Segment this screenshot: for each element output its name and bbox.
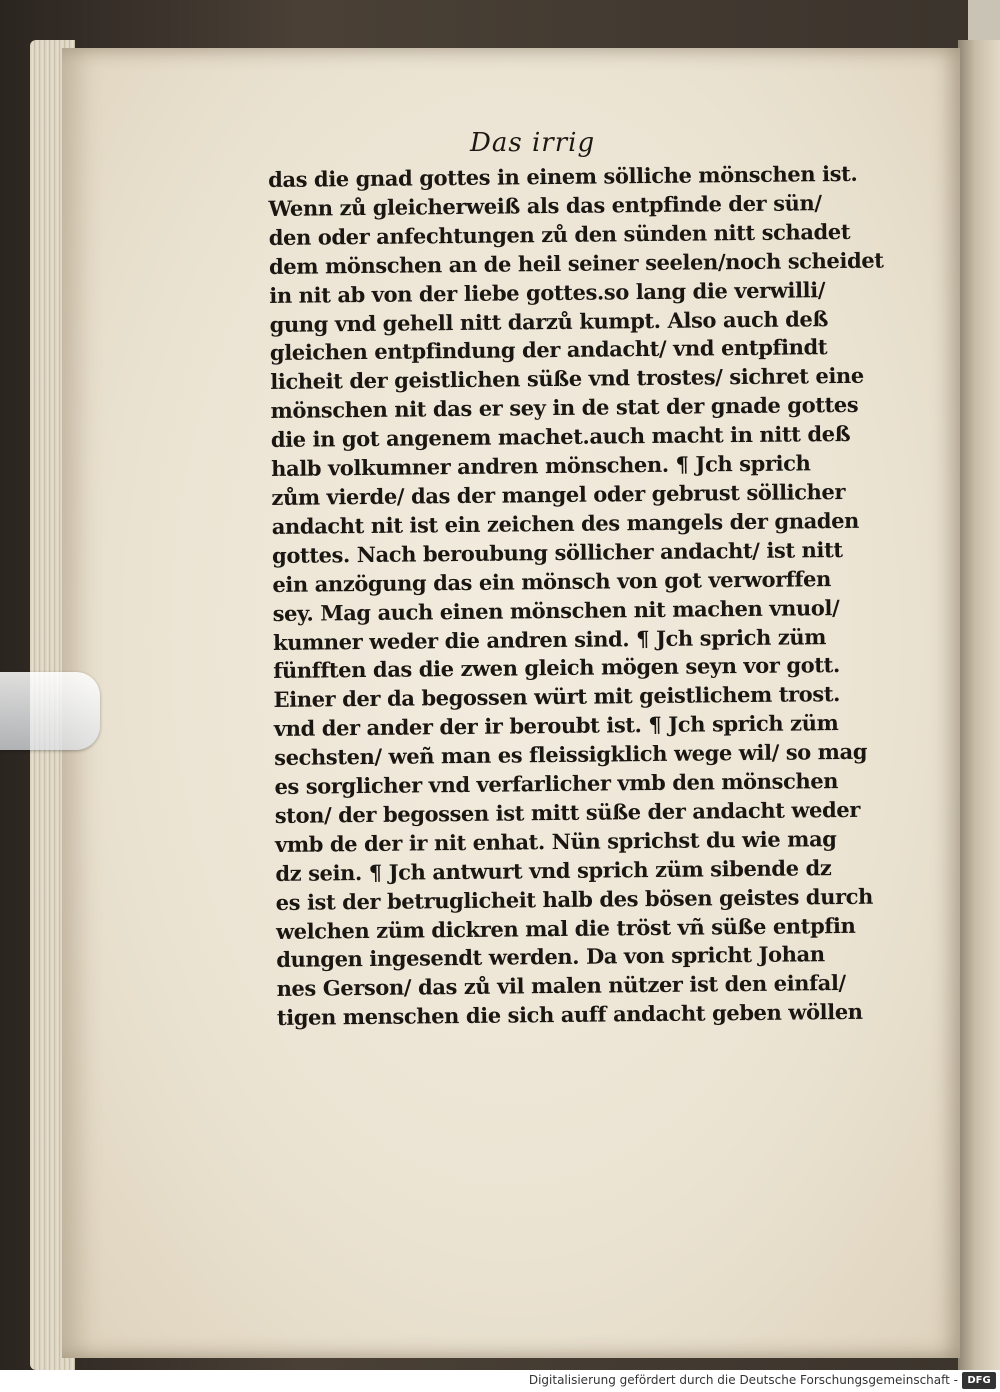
text-line: dungen ingesendt werden. Da von spricht Johan	[276, 941, 825, 973]
footer-bar	[0, 1370, 1000, 1392]
text-line: sey. Mag auch einen mönschen nit machen vnuol/	[272, 594, 840, 626]
page-text-block	[268, 160, 884, 1033]
text-line: halb volkumner andren mönschen. ¶ Jch sprich	[271, 450, 811, 482]
text-line: vmb de der ir nit enhat. Nün sprichst du wie mag	[274, 825, 837, 857]
gutter-strip	[968, 0, 1000, 45]
text-line: tigen menschen die sich auff andacht geben wöllen	[276, 999, 863, 1031]
footer-credit: Digitalisierung gefördert durch die Deutsche Forschungsgemeinschaft -	[528, 1373, 958, 1387]
text-line: den oder anfechtungen zů den sünden nitt schadet	[268, 218, 851, 250]
text-line: Wenn zů gleicherweiß als das entpfinde der sün/	[268, 190, 822, 221]
text-line: dem mönschen an de heil seiner seelen/noch scheidet	[268, 247, 884, 279]
text-line: welchen züm dickren mal die tröst vñ süße entpfin	[275, 912, 856, 944]
text-line: gleichen entpfindung der andacht/ vnd entpfindt	[269, 334, 828, 366]
text-line: es sorglicher vnd verfarlicher vmb den mönschen	[274, 768, 839, 799]
text-line: dz sein. ¶ Jch antwurt vnd sprich züm sibende dz	[275, 854, 832, 886]
text-line: Einer der da begossen würt mit geistlichem trost.	[273, 681, 841, 713]
page-header: Das irrig	[470, 128, 596, 158]
text-line: fünfften das die zwen gleich mögen seyn vor gott.	[273, 652, 840, 684]
text-line: sechsten/ weñ man es fleissigklich wege wil/ so mag	[274, 738, 868, 771]
text-line: ein anzögung das ein mönsch von got verworffen	[272, 565, 832, 597]
text-line: gottes. Nach beroubung söllicher andacht/ ist nitt	[271, 536, 843, 568]
text-line: kumner weder die andren sind. ¶ Jch sprich züm	[272, 623, 827, 655]
text-line: licheit der geistlichen süße vnd trostes/ sichret eine	[270, 363, 864, 395]
text-line: nes Gerson/ das zů vil malen nützer ist den einfal/	[276, 970, 846, 1002]
page-weight-clip	[0, 672, 100, 750]
text-line: ston/ der begossen ist mitt süße der andacht weder	[274, 796, 861, 828]
text-line: zům vierde/ das der mangel oder gebrust söllicher	[271, 478, 846, 510]
dfg-logo-icon: DFG	[962, 1372, 996, 1389]
text-line: gung vnd gehell nitt darzů kumpt. Also auch deß	[269, 305, 829, 337]
text-line: das die gnad gottes in einem sölliche mönschen ist.	[268, 160, 858, 192]
text-line: mönschen nit das er sey in de stat der gnade gottes	[270, 392, 859, 424]
book-gutter	[958, 40, 1000, 1370]
text-line: in nit ab von der liebe gottes.so lang die verwilli/	[269, 276, 826, 308]
text-line: andacht nit ist ein zeichen des mangels der gnaden	[271, 507, 860, 539]
text-line: vnd der ander der ir beroubt ist. ¶ Jch sprich züm	[273, 710, 839, 742]
text-line: die in got angenem machet.auch macht in nitt deß	[270, 421, 851, 453]
text-line: es ist der betruglicheit halb des bösen geistes durch	[275, 883, 874, 915]
